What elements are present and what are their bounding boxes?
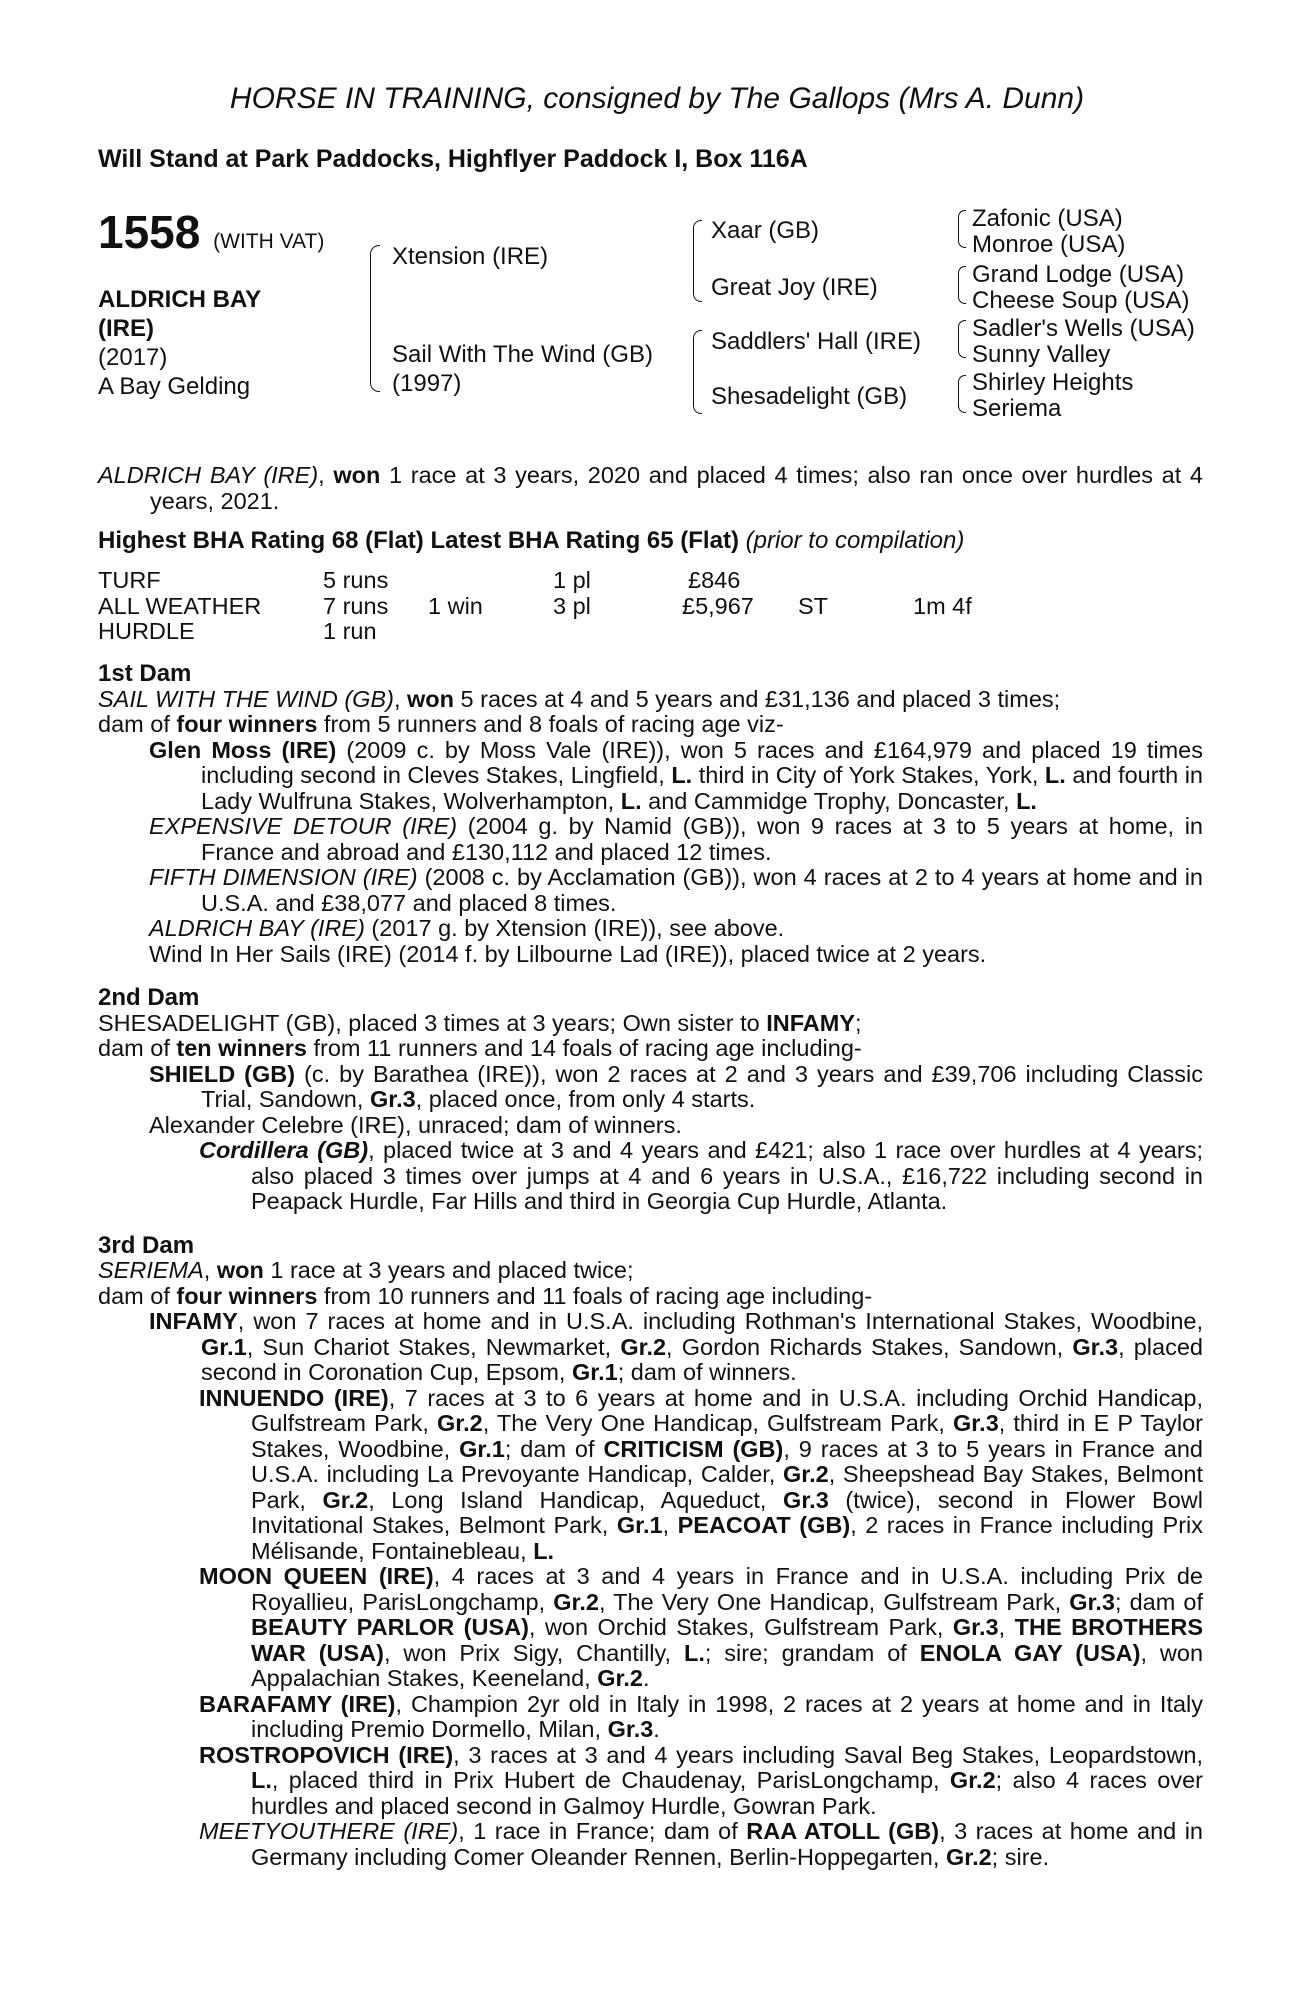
horse-identity bbox=[98, 285, 261, 401]
pedigree-brace-sire bbox=[693, 220, 702, 302]
lot-number-value: 1558 bbox=[98, 206, 201, 258]
pedigree-brace-g3 bbox=[958, 320, 966, 358]
horse-name-line1: ALDRICH BAY bbox=[98, 286, 262, 313]
summary-text: ALDRICH BAY (IRE), won 1 race at 3 years, 2020 and placed 4 times; also ran once over hurdles at 4 years, 2021. bbox=[98, 462, 1203, 514]
grandsire-dam: Monroe (USA) bbox=[972, 231, 1126, 258]
catalogue-page: HORSE IN TRAINING, consigned by The Gallops (Mrs A. Dunn) Will Stand at Park Paddocks, Highflyer Paddock I, Box 116A 1558 (WITH VAT) ALDRICH BAY (IRE) (2017) A Bay Gelding Xtension (IRE) Sail With The Wind (GB) (1997) Xaar (GB) Great Joy (IRE) Saddlers' Hall (IRE) Shesadelight (GB) Zafonic (USA) Monroe (USA) Grand Lodge (USA) Cheese Soup (USA) Sadler's Wells (USA) Sunny Valley Shirley Heights Seriema ALDRICH BAY (IRE), won 1 race at 3 years, 2020 and placed 4 times; also ran once over hurdles at 4 years, 2021. Highest BHA Rating 68 (Flat) Latest BHA Rating 65 (Flat) (prior to compilation) TURF 5 runs 1 pl £846 ALL WEATHER 7 runs 1 win 3 pl £5,967 ST 1m 4f HURDLE 1 run 1st Dam SAIL WITH THE WIND (GB), won 5 races at 4 and 5 years and £31,136 and placed 3 times; dam of four winners from 5 runners and 8 foals of racing age viz- Glen Moss (IRE) (2009 c. by Moss Vale (IRE)), won 5 races and £164,979 and placed 19 times including second in Cleves Stakes, Lingfield, L. third in City of York Stakes, York, L. and fourth in Lady Wulfruna Stakes, Wolverhampton, L. and Cammidge Trophy, Doncaster, L. EXPENSIVE DETOUR (IRE) (2004 g. by Namid (GB)), won 9 races at 3 to 5 years at home, in France and abroad and £130,112 and placed 12 times. FIFTH DIMENSION (IRE) (2008 c. by Acclamation (GB)), won 4 races at 2 to 4 years at home and in U.S.A. and £38,077 and placed 8 times. ALDRICH BAY (IRE) (2017 g. by Xtension (IRE)), see above. Wind In Her Sails (IRE) (2014 f. by Lilbourne Lad (IRE)), placed twice at 2 years. 2nd Dam SHESADELIGHT (GB), placed 3 times at 3 years; Own sister to INFAMY; dam of ten winners from 11 runners and 14 foals of racing age including- SHIELD (GB) (c. by Barathea (IRE)), won 2 races at 2 and 3 years and £39,706 including Classic Trial, Sandown, Gr.3, placed once, from only 4 starts. Alexander Celebre (IRE), unraced; dam of winners. Cordillera (GB), placed twice at 3 and 4 years and £421; also 1 race over hurdles at 4 years; also placed 3 times over jumps at 4 and 6 years in U.S.A., £16,722 including second in Peapack Hurdle, Far Hills and third in Georgia Cup Hurdle, Atlanta. 3rd Dam SERIEMA, won 1 race at 3 years and placed twice; dam of four winners from 10 runners and 11 foals of racing age including- INFAMY, won 7 races at home and in U.S.A. including Rothman's International Stakes, Woodbine, Gr.1, Sun Chariot Stakes, Newmarket, Gr.2, Gordon Richards Stakes, Sandown, Gr.3, placed second in Coronation Cup, Epsom, Gr.1; dam of winners. INNUENDO (IRE), 7 races at 3 to 6 years at home and in U.S.A. including Orchid Handicap, Gulfstream Park, Gr.2, The Very One Handicap, Gulfstream Park, Gr.3, third in E P Taylor Stakes, Woodbine, Gr.1; dam of CRITICISM (GB), 9 races at 3 to 5 years in France and U.S.A. including La Prevoyante Handicap, Calder, Gr.2, Sheepshead Bay Stakes, Belmont Park, Gr.2, Long Island Handicap, Aqueduct, Gr.3 (twice), second in Flower Bowl Invitational Stakes, Belmont Park, Gr.1, PEACOAT (GB), 2 races in France including Prix Mélisande, Fontainebleau, L. MOON QUEEN (IRE), 4 races at 3 and 4 years in France and in U.S.A. including Prix de Royallieu, ParisLongchamp, Gr.2, The Very One Handicap, Gulfstream Park, Gr.3; dam of BEAUTY PARLOR (USA), won Orchid Stakes, Gulfstream Park, Gr.3, THE BROTHERS WAR (USA), won Prix Sigy, Chantilly, L.; sire; grandam of ENOLA GAY (USA), won Appalachian Stakes, Keeneland, Gr.2. BARAFAMY (IRE), Champion 2yr old in Italy in 1998, 2 races at 2 years at home and in Italy including Premio Dormello, Milan, Gr.3. ROSTROPOVICH (IRE), 3 races at 3 and 4 years including Saval Beg Stakes, Leopardstown, L., placed third in Prix Hubert de Chaudenay, ParisLongchamp, Gr.2; also 4 races over hurdles and placed second in Galmoy Hurdle, Gowran Park. MEETYOUTHERE (IRE), 1 race in France; dam of RAA ATOLL (GB), 3 races at home and in Germany including Comer Oleander Rennen, Berlin-Hoppegarten, Gr.2; sire. bbox=[0, 0, 1314, 2000]
dam-sire: Saddlers' Hall (IRE) bbox=[711, 328, 921, 355]
bha-rating: Highest BHA Rating 68 (Flat) Latest BHA Rating 65 (Flat) (prior to compilation) bbox=[98, 527, 965, 554]
stand-location: Will Stand at Park Paddocks, Highflyer Paddock I, Box 116A bbox=[98, 145, 808, 173]
vat-note: (WITH VAT) bbox=[213, 230, 325, 253]
granddam-dam: Cheese Soup (USA) bbox=[972, 287, 1190, 314]
pedigree-brace-g1 bbox=[958, 210, 966, 248]
dam3-produce-infamy: INFAMY, won 7 races at home and in U.S.A. including Rothman's International Stakes, Woodbine, Gr.1, Sun Chariot Stakes, Newmarket, Gr.2, Gordon Richards Stakes, Sandown, Gr.3, placed second in Coronation Cup, Epsom, Gr.1; dam of winners. bbox=[149, 1308, 1203, 1385]
horse-description: A Bay Gelding bbox=[98, 373, 251, 400]
dam1-line2: dam of four winners from 5 runners and 8 foals of racing age viz- bbox=[98, 711, 784, 737]
dam1-heading: 1st Dam bbox=[98, 660, 192, 687]
dam2-produce-shield: SHIELD (GB) (c. by Barathea (IRE)), won 2 races at 2 and 3 years and £39,706 including Classic Trial, Sandown, Gr.3, placed once, from only 4 starts. bbox=[149, 1060, 1203, 1112]
dam3-produce-moon-queen: MOON QUEEN (IRE), 4 races at 3 and 4 years in France and in U.S.A. including Prix de Royallieu, ParisLongchamp, Gr.2, The Very One Handicap, Gulfstream Park, Gr.3; dam of BEAUTY PARLOR (USA), won Orchid Stakes, Gulfstream Park, Gr.3, THE BROTHERS WAR (USA), won Prix Sigy, Chantilly, L.; sire; grandam of ENOLA GAY (USA), won Appalachian Stakes, Keeneland, Gr.2. bbox=[199, 1563, 1204, 1691]
pedigree-brace-gen1 bbox=[370, 245, 380, 392]
page-title: HORSE IN TRAINING, consigned by The Gallops (Mrs A. Dunn) bbox=[229, 82, 1085, 115]
granddam-sire: Grand Lodge (USA) bbox=[972, 261, 1185, 288]
dam3-produce-innuendo: INNUENDO (IRE), 7 races at 3 to 6 years at home and in U.S.A. including Orchid Handicap, Gulfstream Park, Gr.2, The Very One Handicap, Gulfstream Park, Gr.3, third in E P Taylor Stakes, Woodbine, Gr.1; dam of CRITICISM (GB), 9 races at 3 to 5 years in France and U.S.A. including La Prevoyante Handicap, Calder, Gr.2, Sheepshead Bay Stakes, Belmont Park, Gr.2, Long Island Handicap, Aqueduct, Gr.3 (twice), second in Flower Bowl Invitational Stakes, Belmont Park, Gr.1, PEACOAT (GB), 2 races in France including Prix Mélisande, Fontainebleau, L. bbox=[199, 1384, 1204, 1564]
dam1-produce-fifth-dimension: FIFTH DIMENSION (IRE) (2008 c. by Acclamation (GB)), won 4 races at 2 to 4 years at home and in U.S.A. and £38,077 and placed 8 times. bbox=[149, 864, 1204, 916]
dam3-heading: 3rd Dam bbox=[98, 1231, 195, 1259]
pedigree-brace-g4 bbox=[958, 375, 966, 413]
produce-record bbox=[98, 661, 1203, 1870]
grandsire-sire: Zafonic (USA) bbox=[972, 205, 1123, 232]
dam-year: (1997) bbox=[392, 370, 462, 397]
dam-granddam-sire: Shirley Heights bbox=[972, 369, 1134, 396]
dam-granddam-dam: Seriema bbox=[972, 395, 1062, 422]
sire: Xtension (IRE) bbox=[392, 243, 549, 270]
pedigree-brace-g2 bbox=[958, 266, 966, 304]
dam2-heading: 2nd Dam bbox=[98, 984, 200, 1011]
pedigree-brace-dam bbox=[693, 330, 702, 414]
dam1-line1: SAIL WITH THE WIND (GB), won 5 races at 4 and 5 years and £31,136 and placed 3 times; bbox=[98, 685, 1061, 712]
dam3-line1: SERIEMA, won 1 race at 3 years and placed twice; bbox=[98, 1257, 634, 1283]
lot-number bbox=[98, 205, 324, 259]
dam2-line2: dam of ten winners from 11 runners and 14 foals of racing age including- bbox=[98, 1035, 862, 1061]
sire-dam: Great Joy (IRE) bbox=[711, 274, 878, 301]
dam-grandsire-sire: Sadler's Wells (USA) bbox=[972, 315, 1195, 342]
dam: Sail With The Wind (GB) bbox=[392, 341, 653, 368]
summary-block bbox=[98, 463, 1203, 554]
dam3-produce-barafamy: BARAFAMY (IRE), Champion 2yr old in Italy in 1998, 2 races at 2 years at home and in Italy including Premio Dormello, Milan, Gr.3. bbox=[199, 1690, 1204, 1742]
dam1-produce-aldrich-bay: ALDRICH BAY (IRE) (2017 g. by Xtension (IRE)), see above. bbox=[149, 915, 785, 941]
dam2-line1: SHESADELIGHT (GB), placed 3 times at 3 years; Own sister to INFAMY; bbox=[98, 1009, 862, 1036]
horse-name-line2: (IRE) bbox=[98, 315, 154, 342]
dam-dam: Shesadelight (GB) bbox=[711, 383, 908, 410]
dam3-produce-rostropovich: ROSTROPOVICH (IRE), 3 races at 3 and 4 years including Saval Beg Stakes, Leopardstown, L., placed third in Prix Hubert de Chaudenay, ParisLongchamp, Gr.2; also 4 races over hurdles and placed second in Galmoy Hurdle, Gowran Park. bbox=[199, 1741, 1204, 1819]
horse-year: (2017) bbox=[98, 344, 168, 371]
dam1-produce-wind-in-her-sails: Wind In Her Sails (IRE) (2014 f. by Lilbourne Lad (IRE)), placed twice at 2 years. bbox=[149, 940, 987, 967]
sire-sire: Xaar (GB) bbox=[711, 217, 820, 244]
dam2-produce-alexander-celebre: Alexander Celebre (IRE), unraced; dam of winners. bbox=[149, 1111, 682, 1138]
dam-grandsire-dam: Sunny Valley bbox=[972, 341, 1111, 368]
dam3-produce-meetyouthere: MEETYOUTHERE (IRE), 1 race in France; dam of RAA ATOLL (GB), 3 races at home and in Germany including Comer Oleander Rennen, Berlin-Hoppegarten, Gr.2; sire. bbox=[199, 1818, 1203, 1870]
dam2-produce-cordillera: Cordillera (GB), placed twice at 3 and 4 years and £421; also 1 race over hurdles at 4 years; also placed 3 times over jumps at 4 and 6 years in U.S.A., £16,722 including second in Peapack Hurdle, Far Hills and third in Georgia Cup Hurdle, Atlanta. bbox=[199, 1137, 1203, 1214]
dam1-produce-expensive-detour: EXPENSIVE DETOUR (IRE) (2004 g. by Namid (GB)), won 9 races at 3 to 5 years at home, in France and abroad and £130,112 and placed 12 times. bbox=[149, 813, 1203, 865]
dam1-produce-glen-moss: Glen Moss (IRE) (2009 c. by Moss Vale (IRE)), won 5 races and £164,979 and placed 19 times including second in Cleves Stakes, Lingfield, L. third in City of York Stakes, York, L. and fourth in Lady Wulfruna Stakes, Wolverhampton, L. and Cammidge Trophy, Doncaster, L. bbox=[149, 736, 1204, 814]
dam3-line2: dam of four winners from 10 runners and 11 foals of racing age including- bbox=[98, 1282, 873, 1309]
